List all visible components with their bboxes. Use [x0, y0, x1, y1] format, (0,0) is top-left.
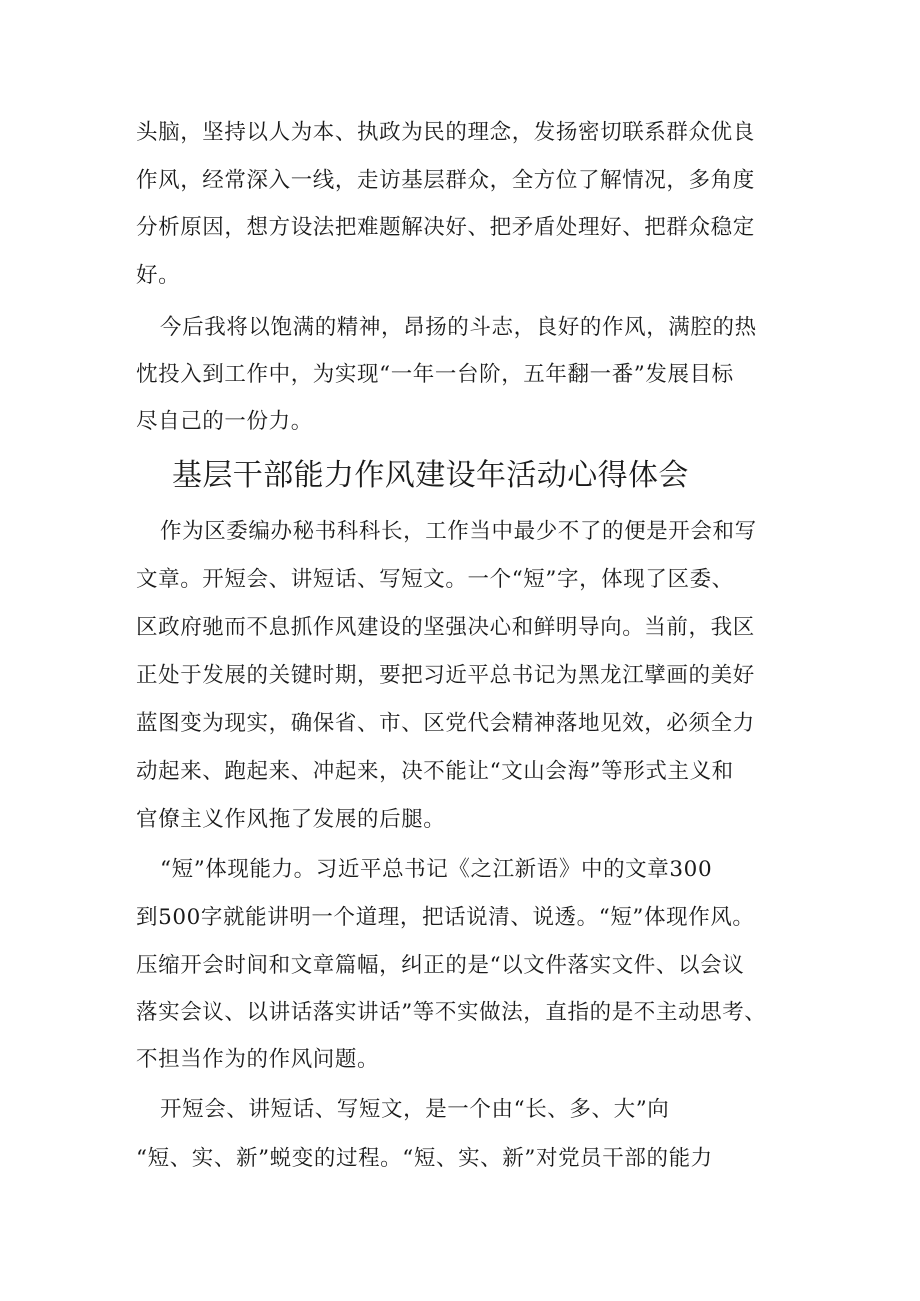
text-line: 压缩开会时间和文章篇幅，纠正的是“以文件落实文件、以会议 — [136, 953, 745, 978]
text-line: “短”体现能力。习近平总书记《之江新语》中的文章300 — [160, 857, 713, 882]
text-line: 落实会议、以讲话落实讲话”等不实做法，直指的是不主动思考、 — [136, 1000, 767, 1025]
text-line: 作为区委编办秘书科科长，工作当中最少不了的便是开会和写 — [160, 519, 757, 544]
text-line: 不担当作为的作风问题。 — [136, 1047, 380, 1072]
text-line: 正处于发展的关键时期，要把习近平总书记为黑龙江擘画的美好 — [136, 663, 755, 688]
text-line: 尽自己的一份力。 — [136, 409, 313, 434]
text-line: 动起来、跑起来、冲起来，决不能让“文山会海”等形式主义和 — [136, 759, 734, 784]
text-line: 到500字就能讲明一个道理，把话说清、说透。“短”体现作风。 — [136, 905, 755, 930]
text-line: 好。 — [136, 263, 181, 288]
text-line: 开短会、讲短话、写短文，是一个由“长、多、大”向 — [160, 1097, 670, 1122]
text-line: 官僚主义作风拖了发展的后腿。 — [136, 807, 446, 832]
section-title: 基层干部能力作风建设年活动心得体会 — [172, 458, 689, 493]
text-line: 区政府驰而不息抓作风建设的坚强决心和鲜明导向。当前，我区 — [136, 615, 755, 640]
text-line: 文章。开短会、讲短话、写短文。一个“短”字，体现了区委、 — [136, 567, 734, 592]
text-line: 忱投入到工作中，为实现“一年一台阶，五年翻一番”发展目标 — [136, 362, 734, 387]
text-line: “短、实、新”蜕变的过程。“短、实、新”对党员干部的能力 — [136, 1146, 713, 1171]
text-line: 作风，经常深入一线，走访基层群众，全方位了解情况，多角度 — [136, 168, 755, 193]
text-line: 蓝图变为现实，确保省、市、区党代会精神落地见效，必须全力 — [136, 711, 755, 736]
text-line: 分析原因，想方设法把难题解决好、把矛盾处理好、把群众稳定 — [136, 215, 755, 240]
text-line: 头脑，坚持以人为本、执政为民的理念，发扬密切联系群众优良 — [136, 120, 755, 145]
text-line: 今后我将以饱满的精神，昂扬的斗志，良好的作风，满腔的热 — [160, 315, 757, 340]
